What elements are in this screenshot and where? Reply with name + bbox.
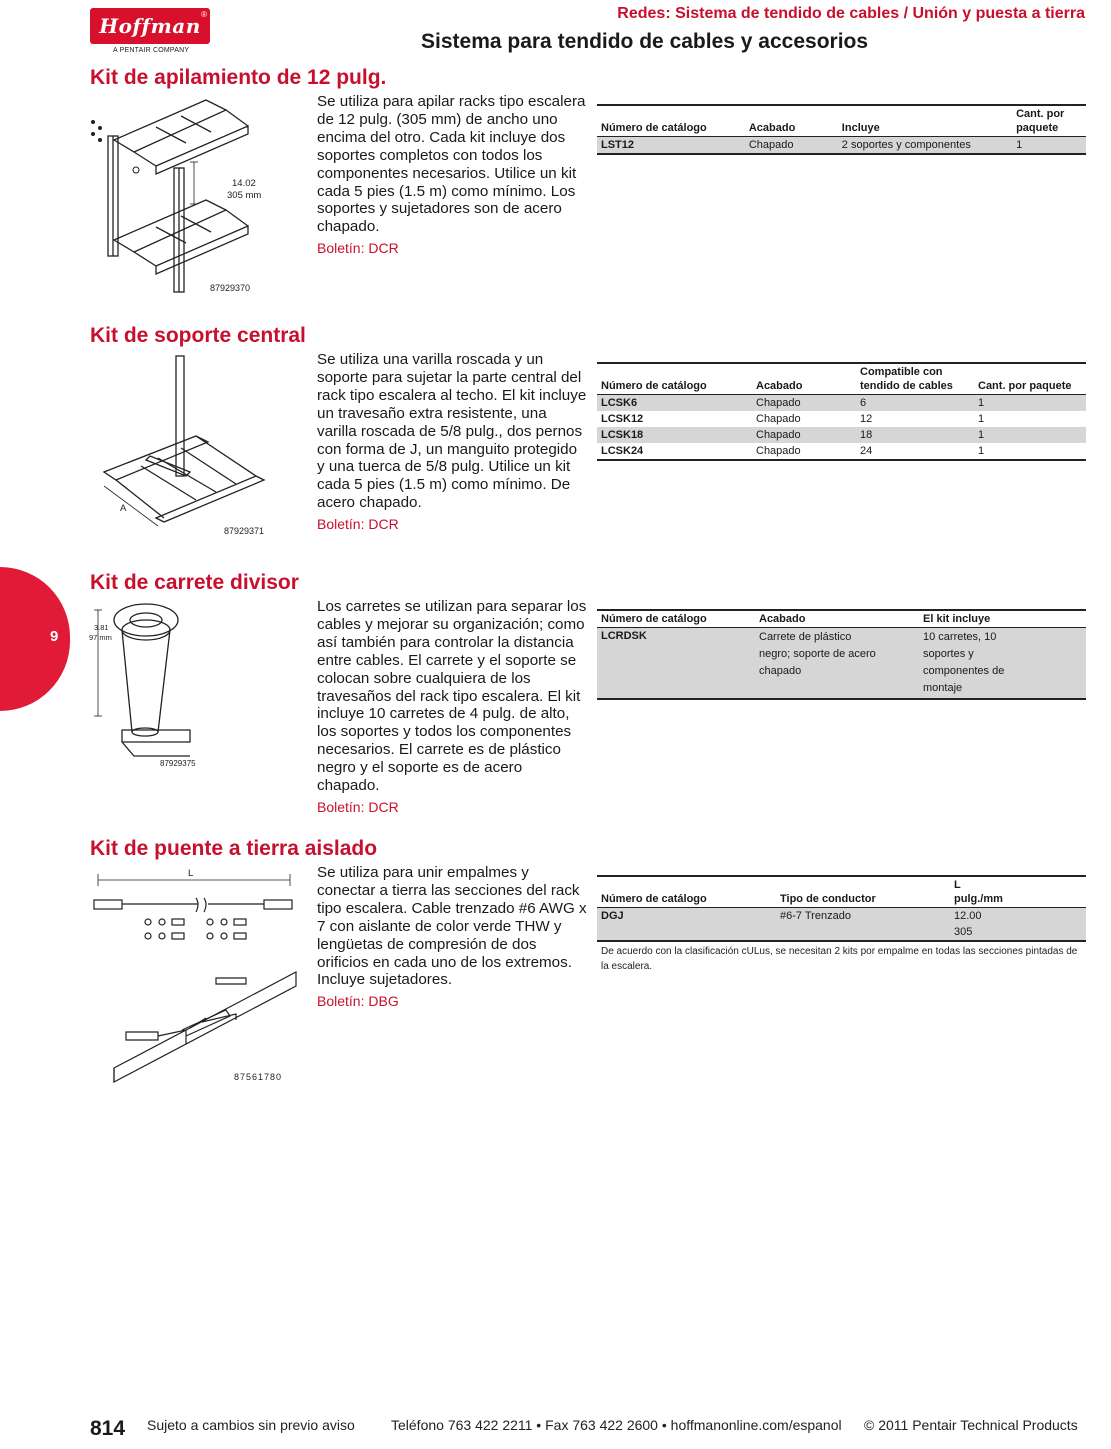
- col-header: Cant. por paquete: [1012, 105, 1086, 137]
- col-header: Acabado: [755, 610, 919, 628]
- stacking-kit-description: Se utiliza para apilar racks tipo escalera de 12 pulg. (305 mm) de ancho uno encima del otro. Cada kit incluye dos soportes completos con todos los componentes necesarios. Utilice un kit cada 5 pies (1.5 m) como mínimo. Los soportes y sujetadores son de acero chapado.: [317, 93, 586, 236]
- col-header: Número de catálogo: [597, 105, 745, 137]
- table-cell: 10 carretes, 10 soportes y componentes de montaje: [919, 628, 1086, 700]
- table-cell: 1: [978, 413, 985, 425]
- ground-jumper-illustration: [86, 864, 306, 1094]
- col-header: Compatible con tendido de cables: [856, 363, 974, 395]
- stacking-kit-illustration: [86, 92, 296, 302]
- table-cell: Chapado: [756, 413, 801, 425]
- center-support-dim-label: A: [120, 503, 127, 514]
- divider-spool-illustration: [86, 596, 206, 771]
- table-row: [597, 443, 1086, 460]
- center-support-bulletin: Boletín: DCR: [317, 516, 399, 533]
- footer-contact: Teléfono 763 422 2211 • Fax 763 422 2600 • hoffmanonline.com/espanol: [391, 1417, 842, 1433]
- col-header: Tipo de conductor: [776, 876, 950, 908]
- ground-jumper-bulletin: Boletín: DBG: [317, 993, 399, 1010]
- table-header-row: [597, 105, 1086, 137]
- table-cell: 1: [974, 395, 1086, 412]
- table-cell: 18: [856, 427, 974, 443]
- center-support-figure-id: 87929371: [224, 526, 265, 536]
- table-cell: #6-7 Trenzado: [776, 908, 950, 942]
- table-row: [597, 395, 1086, 412]
- col-header: Incluye: [838, 105, 1012, 137]
- catalog-number: LCRDSK: [597, 628, 755, 700]
- table-row: [597, 628, 1086, 700]
- logo-wordmark: Hoffman: [99, 14, 201, 38]
- chapter-tab: [0, 567, 70, 711]
- table-header-row: [597, 363, 1086, 395]
- ground-jumper-text: [317, 864, 587, 1009]
- stacking-dim-mm: 305 mm: [227, 190, 262, 201]
- catalog-number: LCSK18: [597, 427, 752, 443]
- table-cell: 1: [1012, 137, 1086, 155]
- center-support-illustration: [86, 350, 296, 545]
- section-title-ground-jumper-kit: Kit de puente a tierra aislado: [90, 837, 378, 860]
- table-row: [597, 137, 1086, 155]
- center-support-table: [597, 362, 1086, 461]
- ground-jumper-table: [597, 875, 1086, 942]
- jumper-figure-id: 87561780: [234, 1072, 283, 1082]
- table-cell: Chapado: [752, 395, 856, 412]
- spool-dim-mm: 97 mm: [89, 633, 112, 642]
- page-title: Sistema para tendido de cables y accesorios: [421, 30, 869, 53]
- table-cell: Carrete de plástico negro; soporte de acero chapado: [755, 628, 919, 700]
- hoffman-logo: [90, 8, 210, 44]
- divider-spool-description: Los carretes se utilizan para separar los cables y mejorar su organización; como así también para controlar la distancia entre cables. El carrete y el soporte se colocan sobre cualquiera de los travesaños del rack tipo escalera. El kit incluye 10 carretes de 4 pulg. de alto, los soportes y todos los componentes necesarios. El carrete es de plástico negro y el soporte es de acero chapado.: [317, 598, 587, 795]
- catalog-number: LST12: [597, 137, 745, 155]
- section-title-divider-spool-kit: Kit de carrete divisor: [90, 571, 299, 594]
- table-cell: Chapado: [756, 445, 801, 457]
- center-support-description: Se utiliza una varilla roscada y un soporte para sujetar la parte central del rack tipo escalera al techo. El kit incluye un travesaño extra resistente, una varilla roscada de 5/8 pulg., dos pernos con forma de J, un manguito protegido y una tuerca de 5/8 pulg. Utilice un kit cada 5 pies (1.5 m) como mínimo. De acero chapado.: [317, 351, 587, 512]
- table-row: [597, 427, 1086, 443]
- ground-jumper-description: Se utiliza para unir empalmes y conectar a tierra las secciones del rack tipo escalera. Cable trenzado #6 AWG x 7 con aislante de color verde THW y lengüetas de compresión de dos orificios en cada uno de los extremos. Incluye sujetadores.: [317, 864, 587, 989]
- col-header: Acabado: [745, 105, 838, 137]
- logo-registered-mark: ®: [201, 10, 207, 19]
- catalog-number: LCSK24: [601, 445, 644, 457]
- table-header-row: [597, 610, 1086, 628]
- stacking-kit-bulletin: Boletín: DCR: [317, 240, 399, 257]
- catalog-number: LCSK12: [601, 413, 644, 425]
- divider-spool-text: [317, 598, 587, 815]
- stacking-kit-table: [597, 104, 1086, 155]
- section-title-center-support-kit: Kit de soporte central: [90, 324, 306, 347]
- stacking-figure-id: 87929370: [210, 283, 251, 293]
- table-row: [597, 411, 1086, 427]
- table-cell: 12.00 305: [950, 908, 1086, 942]
- chapter-number: 9: [50, 628, 59, 645]
- table-row: [597, 908, 1086, 942]
- table-header-row: [597, 876, 1086, 908]
- spool-dim-inches: 3.81: [94, 623, 109, 632]
- col-header: Acabado: [752, 363, 856, 395]
- stacking-kit-text: [317, 93, 587, 256]
- catalog-number: LCSK6: [597, 395, 752, 412]
- table-cell: 1: [978, 445, 985, 457]
- col-header: Número de catálogo: [597, 876, 776, 908]
- spool-figure-id: 87929375: [160, 759, 196, 768]
- catalog-number: DGJ: [597, 908, 776, 942]
- table-cell: 24: [860, 445, 873, 457]
- logo-subtitle: A PENTAIR COMPANY: [113, 47, 190, 54]
- divider-spool-table: [597, 609, 1086, 700]
- col-header: L pulg./mm: [950, 876, 1086, 908]
- table-cell: 2 soportes y componentes: [838, 137, 1012, 155]
- divider-spool-bulletin: Boletín: DCR: [317, 798, 399, 815]
- section-title-stacking-kit: Kit de apilamiento de 12 pulg.: [90, 66, 387, 89]
- table-cell: Chapado: [752, 427, 856, 443]
- col-header: El kit incluye: [919, 610, 1086, 628]
- header-category: Redes: Sistema de tendido de cables / Unión y puesta a tierra: [617, 5, 1085, 22]
- stacking-dim-inches: 14.02: [232, 178, 256, 189]
- table-cell: 12: [860, 413, 873, 425]
- col-header: Número de catálogo: [597, 363, 752, 395]
- footer-copyright: © 2011 Pentair Technical Products: [864, 1417, 1078, 1433]
- table-cell: Chapado: [745, 137, 838, 155]
- table-cell: 6: [856, 395, 974, 412]
- jumper-dim-label: L: [188, 868, 194, 879]
- table-cell: 1: [974, 427, 1086, 443]
- page-number: 814: [90, 1417, 126, 1440]
- col-header: Número de catálogo: [597, 610, 755, 628]
- footer-notice: Sujeto a cambios sin previo aviso: [147, 1417, 355, 1433]
- center-support-text: [317, 351, 587, 532]
- ground-jumper-note: De acuerdo con la clasificación cULus, se necesitan 2 kits por empalme en todas las secciones pintadas de la escalera.: [601, 946, 1078, 972]
- col-header: Cant. por paquete: [974, 363, 1086, 395]
